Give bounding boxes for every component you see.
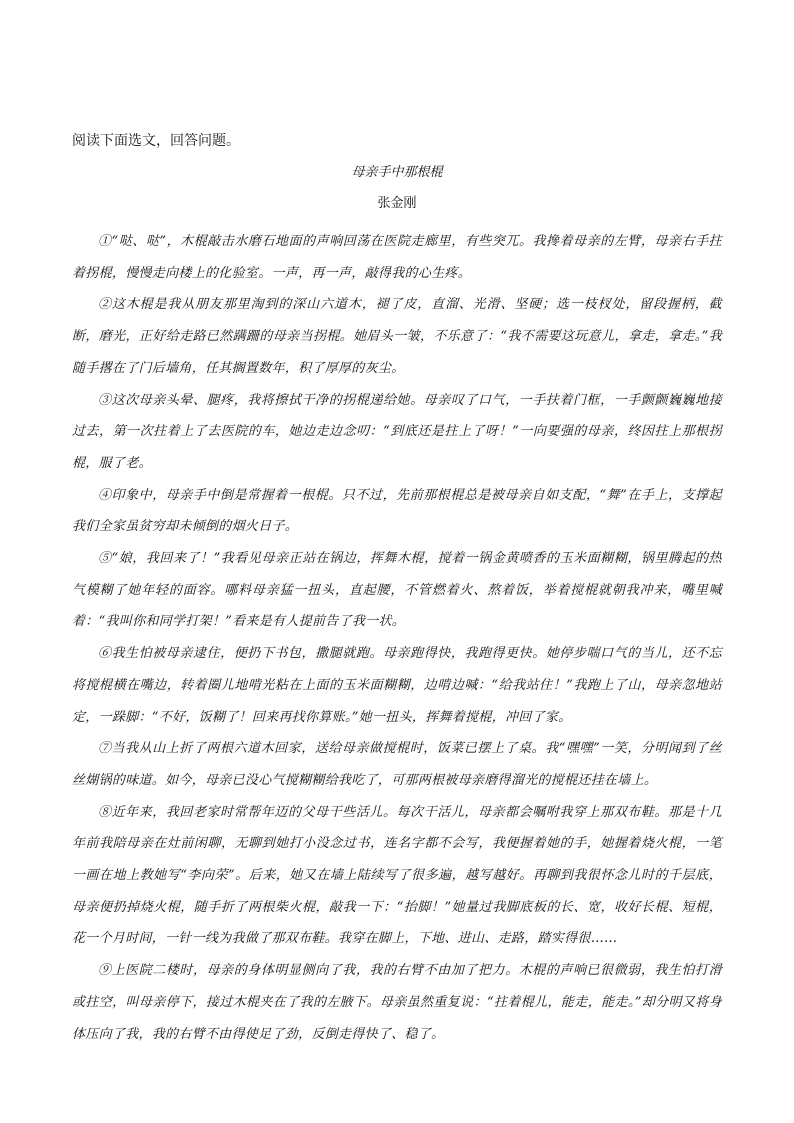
paragraph-4: ④印象中，母亲手中倒是常握着一根棍。只不过，先前那根棍总是被母亲自如支配，“舞”在手上，支撑起我们全家虽贫穷却未倾倒的烟火日子。 [72, 487, 722, 535]
article-body [72, 226, 722, 1050]
paragraph-8: ⑧近年来，我回老家时常帮年迈的父母干些活儿。每次干活儿，母亲都会嘱咐我穿上那双布鞋。那是十几年前我陪母亲在灶前闲聊，无聊到她打小没念过书，连名字都不会写，我便握着她的手，她握着烧火棍，一笔一画在地上教她写“李向荣”。后来，她又在墙上陆续写了很多遍，越写越好。再聊到我很怀念儿时的千层底，母亲便扔掉烧火棍，随手折了两根柴火棍，敲我一下：“抬脚！”她量过我脚底板的长、宽，收好长棍、短棍，花一个月时间，一针一线为我做了那双布鞋。我穿在脚上，下地、进山、走路，踏实得很…… [72, 804, 722, 947]
paragraph-1: ①“哒、哒”，木棍敲击水磨石地面的声响回荡在医院走廊里，有些突兀。我搀着母亲的左臂，母亲右手拄着拐棍，慢慢走向楼上的化验室。一声，再一声，敲得我的心生疼。 [72, 234, 722, 281]
paragraph-3: ③这次母亲头晕、腿疼，我将擦拭干净的拐棍递给她。母亲叹了口气，一手扶着门框，一手颤颤巍巍地接过去，第一次拄着上了去医院的车，她边走边念叨：“到底还是拄上了呀！”一向要强的母亲，终因拄上那根拐棍，服了老。 [72, 392, 722, 471]
question-instruction: 阅读下面选文，回答问题。 [72, 133, 240, 149]
paragraph-6: ⑥我生怕被母亲逮住，便扔下书包，撒腿就跑。母亲跑得快，我跑得更快。她停步喘口气的当儿，还不忘将搅棍横在嘴边，转着圈儿地啃光粘在上面的玉米面糊糊，边啃边喊：“给我站住！”我跑上了山，母亲忽地站定，一跺脚：“不好，饭糊了！回来再找你算账。”她一扭头，挥舞着搅棍，冲回了家。 [72, 646, 722, 725]
paragraph-7: ⑦当我从山上折了两根六道木回家，送给母亲做搅棍时，饭菜已摆上了桌。我“嘿嘿”一笑，分明闻到了丝丝煳锅的味道。如今，母亲已没心气搅糊糊给我吃了，可那两根被母亲磨得溜光的搅棍还挂在墙上。 [72, 741, 722, 788]
paragraph-2: ②这木棍是我从朋友那里淘到的深山六道木，褪了皮，直溜、光滑、坚硬；选一枝杈处，留段握柄，截断，磨光，正好给走路已然蹒跚的母亲当拐棍。她眉头一皱，不乐意了：“我不需要这玩意儿，拿走，拿走。”我随手撂在了门后墙角，任其搁置数年，积了厚厚的灰尘。 [72, 297, 722, 376]
article-author: 张金刚 [377, 196, 417, 211]
paragraph-9: ⑨上医院二楼时，母亲的身体明显侧向了我，我的右臂不由加了把力。木棍的声响已很微弱，我生怕打滑或拄空，叫母亲停下，接过木棍夹在了我的左腋下。母亲虽然重复说：“拄着棍儿，能走，能走。”却分明又将身体压向了我，我的右臂不由得使足了劲，反倒走得快了、稳了。 [72, 963, 722, 1042]
article-title: 母亲手中那根棍 [351, 165, 443, 180]
paragraph-5: ⑤“娘，我回来了！”我看见母亲正站在锅边，挥舞木棍，搅着一锅金黄喷香的玉米面糊糊，锅里腾起的热气模糊了她年轻的面容。哪料母亲猛一扭头，直起腰，不管燃着火、熬着饭，举着搅棍就朝我冲来，嘴里喊着：“我叫你和同学打架！”看来是有人提前告了我一状。 [72, 551, 722, 630]
